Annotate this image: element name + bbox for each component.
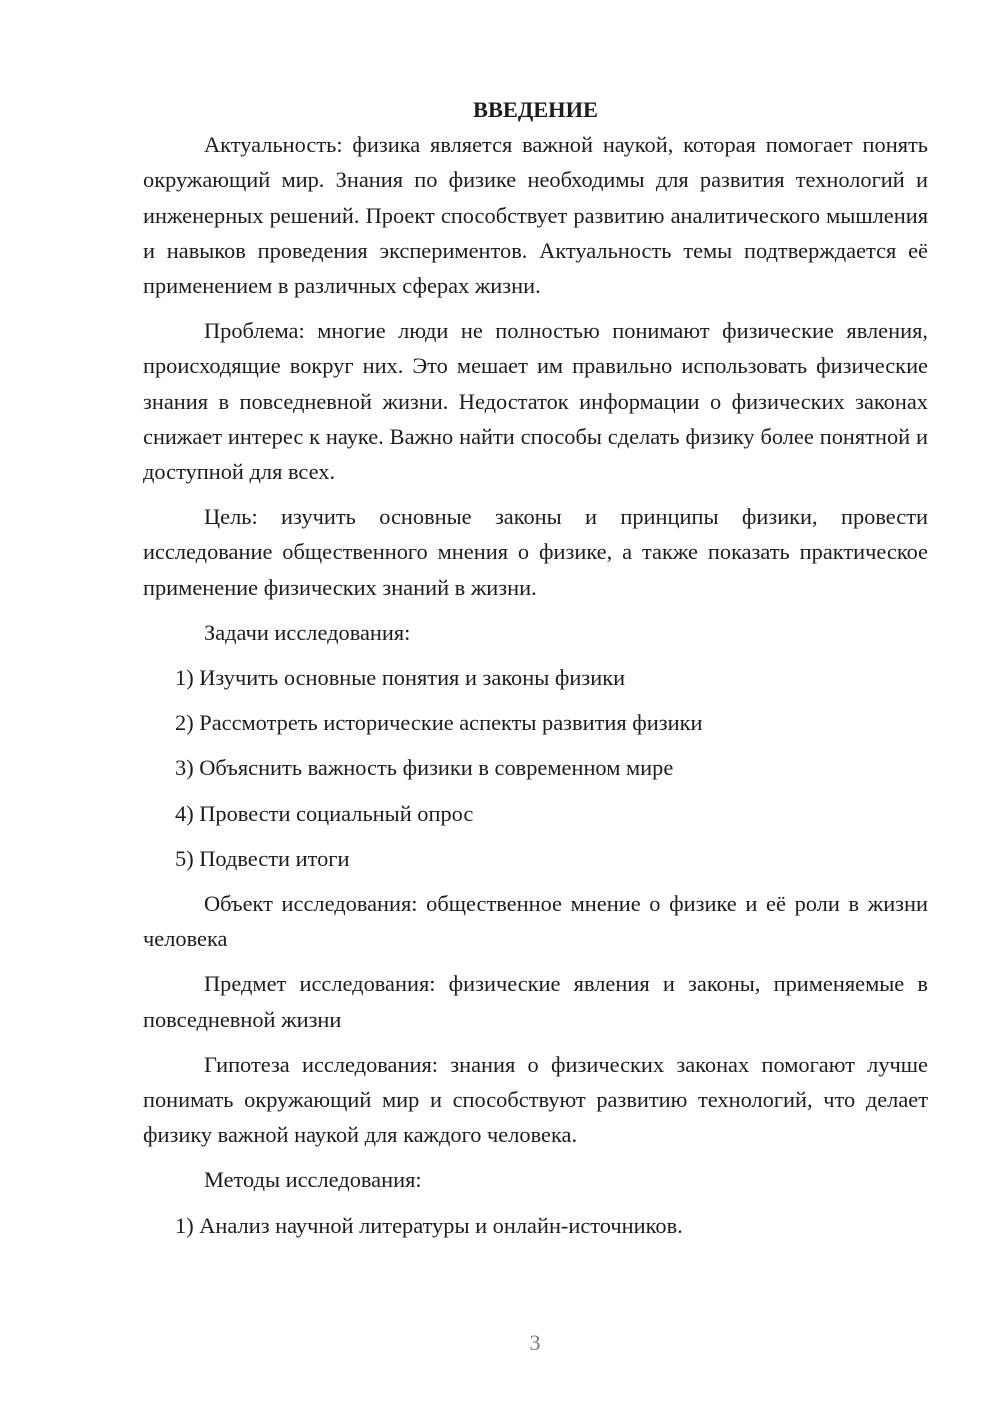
- object-paragraph: Объект исследования: общественное мнение о физике и её роли в жизни человека: [143, 891, 928, 952]
- goal-paragraph: Цель: изучить основные законы и принципы физики, провести исследование общественного мнения о физике, а также показать практическое применение физических знаний в жизни.: [143, 504, 928, 600]
- list-item: 5) Подвести итоги: [175, 845, 350, 871]
- subject-paragraph: Предмет исследования: физические явления и законы, применяемые в повседневной жизни: [143, 971, 928, 1032]
- hypothesis-paragraph: Гипотеза исследования: знания о физических законах помогают лучше понимать окружающий мир и способствуют развитию технологий, что делает физику важной наукой для каждого человека.: [143, 1051, 928, 1148]
- page-number: 3: [529, 1330, 541, 1355]
- methods-list: [143, 1208, 928, 1243]
- relevance-paragraph: Актуальность: физика является важной наукой, которая помогает понять окружающий мир. Знания по физике необходимы для развития технологий и инженерных решений. Проект способствует развитию аналитического мышления и навыков проведения экспериментов. Актуальность темы подтверждается её применением в различных сферах жизни.: [143, 132, 928, 299]
- problem-paragraph: Проблема: многие люди не полностью понимают физические явления, происходящие вокруг них. Это мешает им правильно использовать физические знания в повседневной жизни. Недостаток информации о физических законах снижает интерес к науке. Важно найти способы сделать физику более понятной и доступной для всех.: [143, 318, 928, 485]
- tasks-heading: Задачи исследования:: [204, 619, 411, 645]
- list-item: 2) Рассмотреть исторические аспекты развития физики: [175, 710, 703, 736]
- document-body: [143, 92, 928, 1253]
- list-item: 3) Объяснить важность физики в современном мире: [175, 755, 674, 781]
- section-title: ВВЕДЕНИЕ: [473, 97, 598, 122]
- list-item: 1) Анализ научной литературы и онлайн-источников.: [175, 1212, 683, 1238]
- list-item: 1) Изучить основные понятия и законы физики: [175, 665, 626, 691]
- methods-heading: Методы исследования:: [204, 1167, 422, 1193]
- tasks-list: [143, 660, 928, 876]
- list-item: 4) Провести социальный опрос: [175, 800, 474, 826]
